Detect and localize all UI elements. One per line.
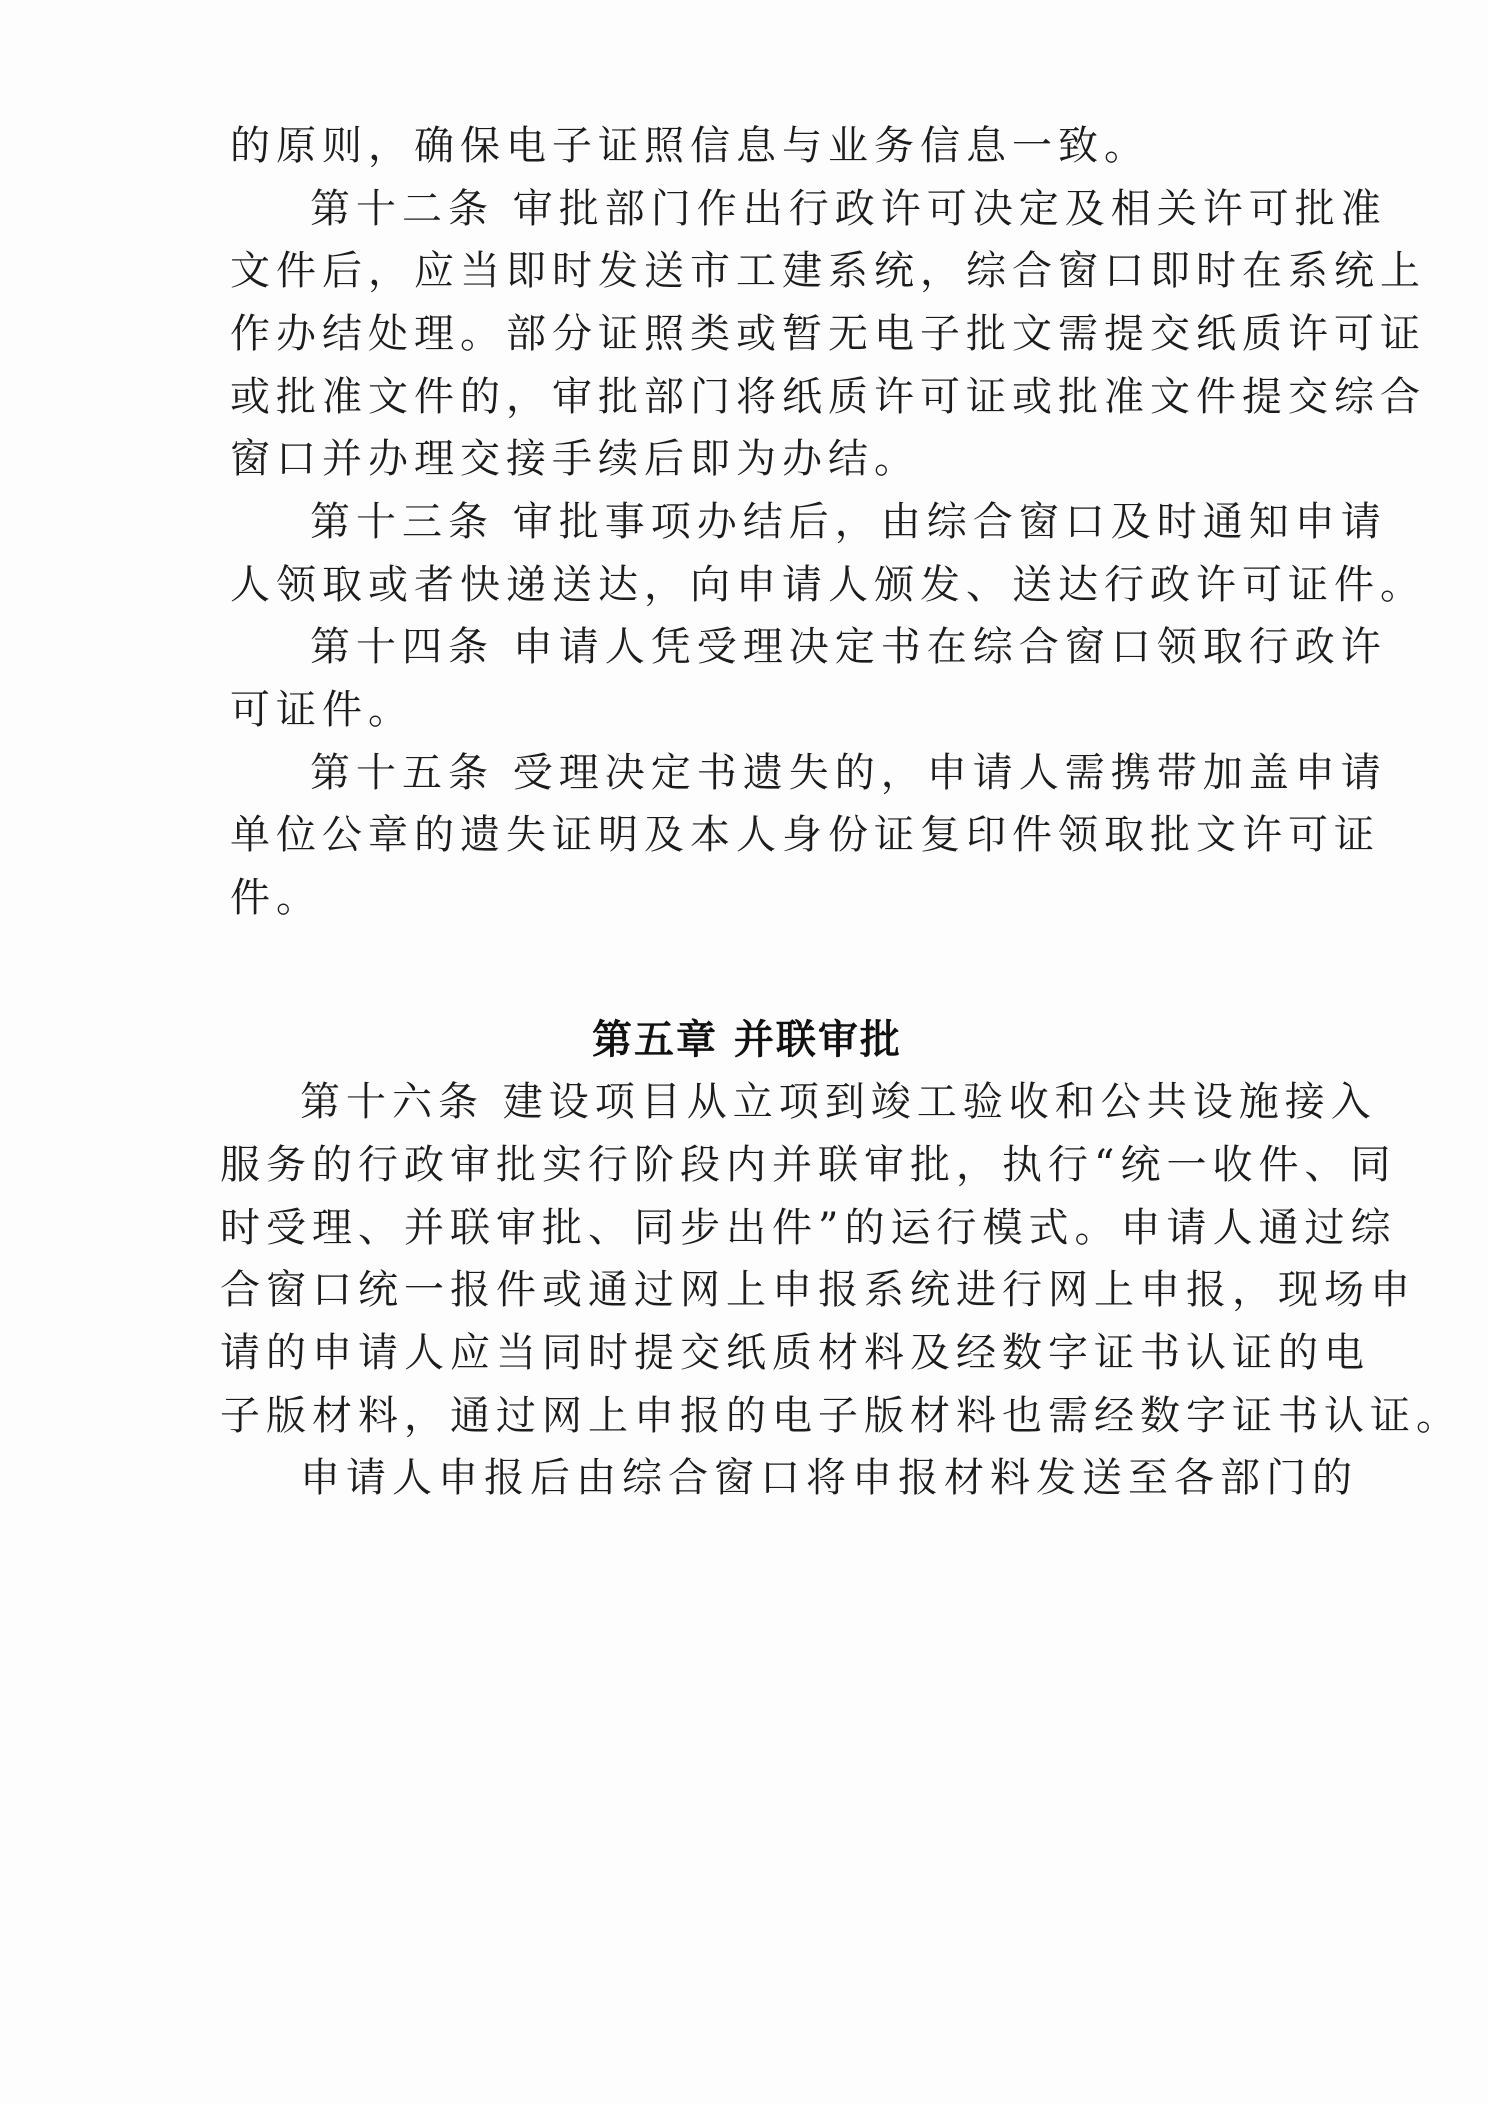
article-13-start: 第十三条 审批事项办结后，由综合窗口及时通知申请 <box>310 499 1387 545</box>
text-line: 服务的行政审批实行阶段内并联审批，执行“统一收件、同 <box>220 1142 1397 1188</box>
text-line: 或批准文件的，审批部门将纸质许可证或批准文件提交综合 <box>230 374 1426 420</box>
article-14-start: 第十四条 申请人凭受理决定书在综合窗口领取行政许 <box>310 624 1387 670</box>
text-line: 时受理、并联审批、同步出件”的运行模式。申请人通过综 <box>220 1205 1397 1251</box>
article-12-start: 第十二条 审批部门作出行政许可决定及相关许可批准 <box>310 186 1387 232</box>
text-line: 申请人申报后由综合窗口将申报材料发送至各部门的 <box>300 1455 1358 1501</box>
text-line: 人领取或者快递送达，向申请人颁发、送达行政许可证件。 <box>230 562 1426 608</box>
text-line: 可证件。 <box>230 687 414 733</box>
text-line: 单位公章的遗失证明及本人身份证复印件领取批文许可证 <box>230 812 1380 858</box>
chapter-heading: 第五章 并联审批 <box>592 1017 902 1063</box>
text-line: 窗口并办理交接手续后即为办结。 <box>230 436 920 482</box>
text-line: 请的申请人应当同时提交纸质材料及经数字证书认证的电 <box>220 1330 1370 1376</box>
text-line: 作办结处理。部分证照类或暂无电子批文需提交纸质许可证 <box>230 311 1426 357</box>
article-15-start: 第十五条 受理决定书遗失的，申请人需携带加盖申请 <box>310 750 1387 796</box>
text-line: 合窗口统一报件或通过网上申报系统进行网上申报，现场申 <box>220 1267 1416 1313</box>
text-line: 文件后，应当即时发送市工建系统，综合窗口即时在系统上 <box>230 248 1426 294</box>
text-line: 的原则，确保电子证照信息与业务信息一致。 <box>230 123 1150 169</box>
text-line: 件。 <box>230 875 322 921</box>
text-line: 子版材料，通过网上申报的电子版材料也需经数字证书认证。 <box>220 1393 1462 1439</box>
article-16-start: 第十六条 建设项目从立项到竣工验收和公共设施接入 <box>300 1079 1377 1125</box>
